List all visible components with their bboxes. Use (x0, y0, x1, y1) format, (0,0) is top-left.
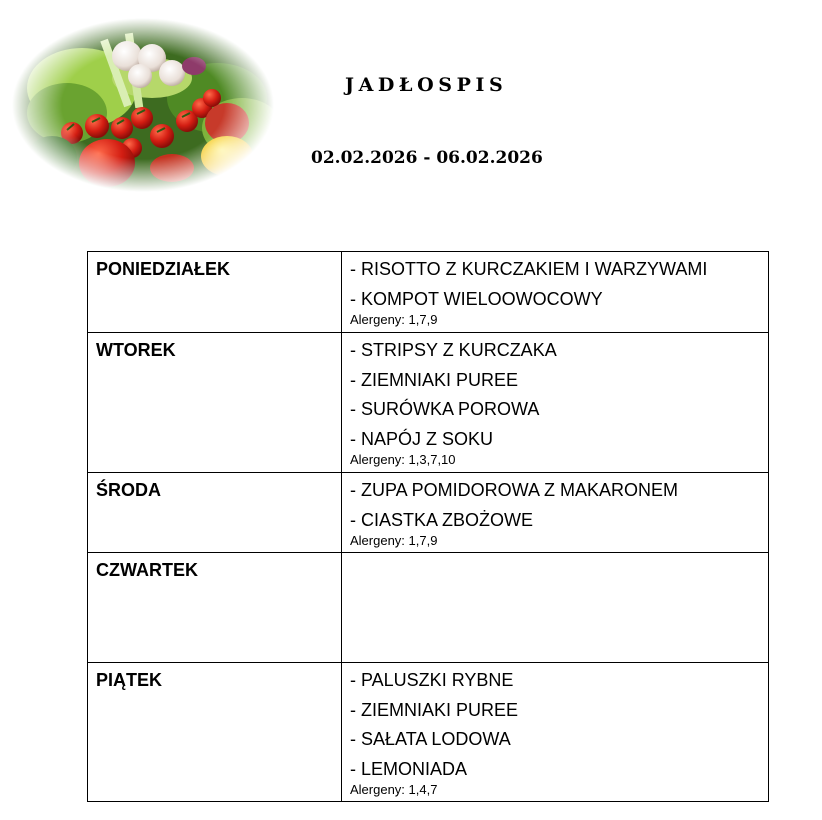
day-name: WTOREK (96, 340, 176, 360)
dish-list (350, 255, 760, 314)
dish-item: - PALUSZKI RYBNE (350, 670, 514, 690)
day-cell (88, 553, 342, 663)
allergens-note: Alergeny: 1,7,9 (350, 312, 438, 327)
dish-item: - LEMONIADA (350, 758, 468, 779)
dish-item: - ZIEMNIAKI PUREE (350, 699, 519, 720)
dish-item: - ZIEMNIAKI PUREE (350, 369, 519, 390)
day-cell (88, 473, 342, 553)
day-cell (88, 333, 342, 473)
dish-item: - KOMPOT WIELOOWOCOWY (350, 288, 603, 309)
table-row (88, 473, 769, 553)
dish-item: - STRIPSY Z KURCZAKA (350, 340, 557, 360)
table-row (88, 252, 769, 333)
day-name: PONIEDZIAŁEK (96, 259, 231, 279)
menu-table (87, 251, 769, 802)
allergens-note: Alergeny: 1,7,9 (350, 533, 438, 548)
dishes-cell (342, 252, 769, 333)
allergens-note: Alergeny: 1,4,7 (350, 782, 438, 797)
dish-item: - SURÓWKA POROWA (350, 399, 540, 419)
table-row (88, 553, 769, 663)
dishes-cell (342, 553, 769, 663)
dish-item: - CIASTKA ZBOŻOWE (350, 509, 534, 530)
dish-item: - ZUPA POMIDOROWA Z MAKARONEM (350, 480, 679, 500)
page-title: JADŁOSPIS (345, 74, 508, 96)
dish-item: - SAŁATA LODOWA (350, 729, 511, 749)
day-name: PIĄTEK (96, 670, 163, 690)
dishes-cell (342, 473, 769, 553)
date-range: 02.02.2026 - 06.02.2026 (311, 148, 543, 168)
dishes-cell (342, 333, 769, 473)
dish-list (350, 476, 760, 535)
table-row (88, 333, 769, 473)
dishes-cell (342, 663, 769, 802)
dish-list (350, 336, 760, 454)
day-cell (88, 252, 342, 333)
dish-item: - RISOTTO Z KURCZAKIEM I WARZYWAMI (350, 259, 708, 279)
day-cell (88, 663, 342, 802)
vegetables-photo (12, 18, 274, 193)
dish-list (350, 666, 760, 784)
allergens-note: Alergeny: 1,3,7,10 (350, 452, 456, 467)
dish-item: - NAPÓJ Z SOKU (350, 428, 494, 449)
day-name: CZWARTEK (96, 560, 198, 580)
day-name: ŚRODA (96, 480, 162, 500)
table-row (88, 663, 769, 802)
